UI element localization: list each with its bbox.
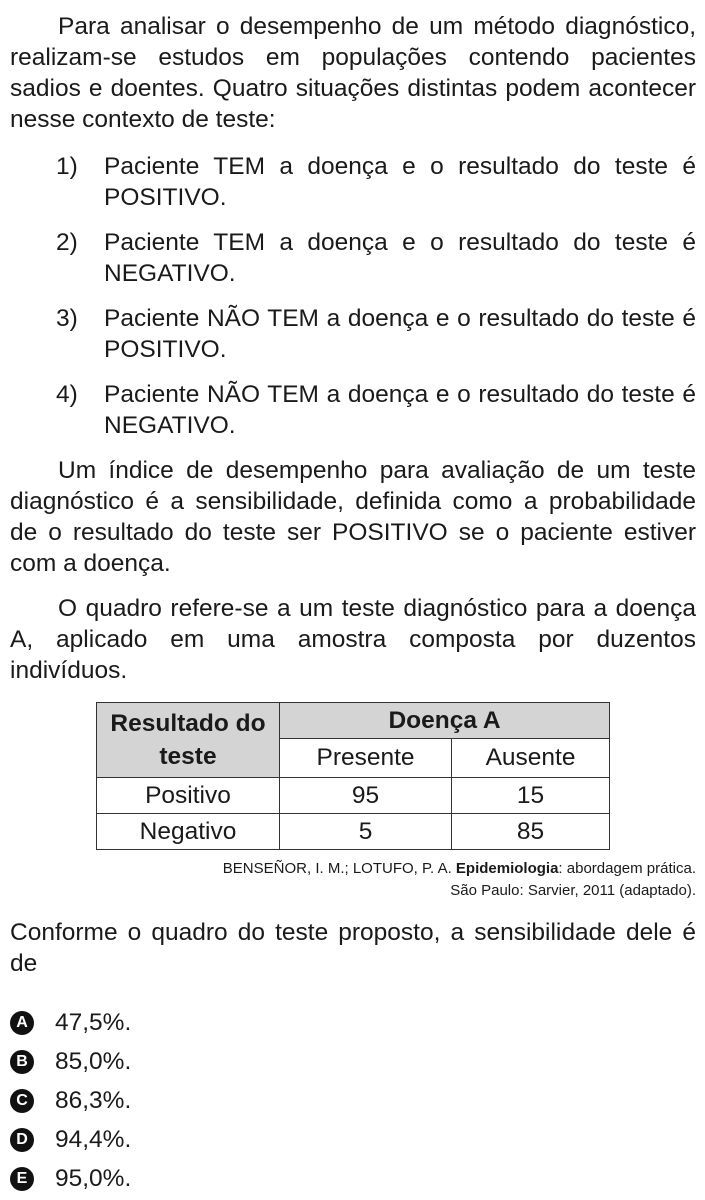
context-paragraph: O quadro refere-se a um teste diagnóstico para a doença A, aplicado em uma amostra composta por duzentos indivíduos. bbox=[10, 595, 696, 684]
option-b[interactable] bbox=[10, 1043, 696, 1082]
situation-text: Paciente TEM a doença e o resultado do teste é POSITIVO. bbox=[104, 153, 696, 211]
table-cell: 95 bbox=[280, 778, 452, 814]
option-a[interactable] bbox=[10, 1004, 696, 1043]
group-header-cell: Doença A bbox=[280, 703, 610, 739]
citation-line-2: São Paulo: Sarvier, 2011 (adaptado). bbox=[450, 882, 696, 899]
table-cell: 15 bbox=[452, 778, 610, 814]
citation-line-1 bbox=[10, 858, 696, 880]
situation-item bbox=[10, 303, 696, 365]
definition-paragraph: Um índice de desempenho para avaliação de um teste diagnóstico é a sensibilidade, definida como a probabilidade de o resultado do teste ser POSITIVO se o paciente estiver com a doença. bbox=[10, 457, 696, 577]
citation-subtitle: : abordagem prática. bbox=[558, 860, 696, 877]
question-text: Conforme o quadro do teste proposto, a sensibilidade dele é de bbox=[10, 919, 696, 977]
citation bbox=[10, 858, 696, 902]
answer-options bbox=[10, 1004, 696, 1199]
situation-item bbox=[10, 227, 696, 289]
option-letter-icon: D bbox=[10, 1128, 34, 1152]
results-table bbox=[96, 702, 610, 850]
results-table-wrapper bbox=[96, 702, 696, 850]
option-letter-icon: E bbox=[10, 1167, 34, 1191]
option-d[interactable] bbox=[10, 1121, 696, 1160]
option-c[interactable] bbox=[10, 1082, 696, 1121]
situation-number: 3) bbox=[56, 305, 78, 332]
column-header-presente: Presente bbox=[280, 739, 452, 778]
row-header-cell: Resultado do teste bbox=[97, 703, 280, 778]
row-label: Positivo bbox=[97, 778, 280, 814]
row-label: Negativo bbox=[97, 814, 280, 850]
table-row bbox=[97, 778, 610, 814]
situation-number: 1) bbox=[56, 153, 78, 180]
intro-paragraph: Para analisar o desempenho de um método diagnóstico, realizam-se estudos em populações contendo pacientes sadios e doentes. Quatro situações distintas podem acontecer nesse contexto de teste: bbox=[10, 13, 696, 133]
situation-text: Paciente TEM a doença e o resultado do teste é NEGATIVO. bbox=[104, 229, 696, 287]
question-page bbox=[10, 8, 696, 1199]
option-letter-icon: C bbox=[10, 1089, 34, 1113]
option-text: 95,0%. bbox=[55, 1165, 132, 1192]
column-header-ausente: Ausente bbox=[452, 739, 610, 778]
table-row bbox=[97, 814, 610, 850]
option-letter-icon: B bbox=[10, 1050, 34, 1074]
option-text: 94,4%. bbox=[55, 1126, 132, 1153]
situation-text: Paciente NÃO TEM a doença e o resultado do teste é POSITIVO. bbox=[104, 305, 696, 363]
situation-number: 2) bbox=[56, 229, 78, 256]
option-e[interactable] bbox=[10, 1160, 696, 1199]
citation-authors: BENSEÑOR, I. M.; LOTUFO, P. A. bbox=[222, 860, 456, 877]
option-text: 85,0%. bbox=[55, 1048, 132, 1075]
option-text: 47,5%. bbox=[55, 1009, 132, 1036]
table-cell: 5 bbox=[280, 814, 452, 850]
option-letter-icon: A bbox=[10, 1011, 34, 1035]
situations-list bbox=[10, 151, 696, 441]
situation-item bbox=[10, 151, 696, 213]
table-cell: 85 bbox=[452, 814, 610, 850]
citation-title: Epidemiologia bbox=[455, 860, 559, 877]
situation-number: 4) bbox=[56, 381, 78, 408]
situation-item bbox=[10, 379, 696, 441]
option-text: 86,3%. bbox=[55, 1087, 132, 1114]
situation-text: Paciente NÃO TEM a doença e o resultado do teste é NEGATIVO. bbox=[104, 381, 696, 439]
